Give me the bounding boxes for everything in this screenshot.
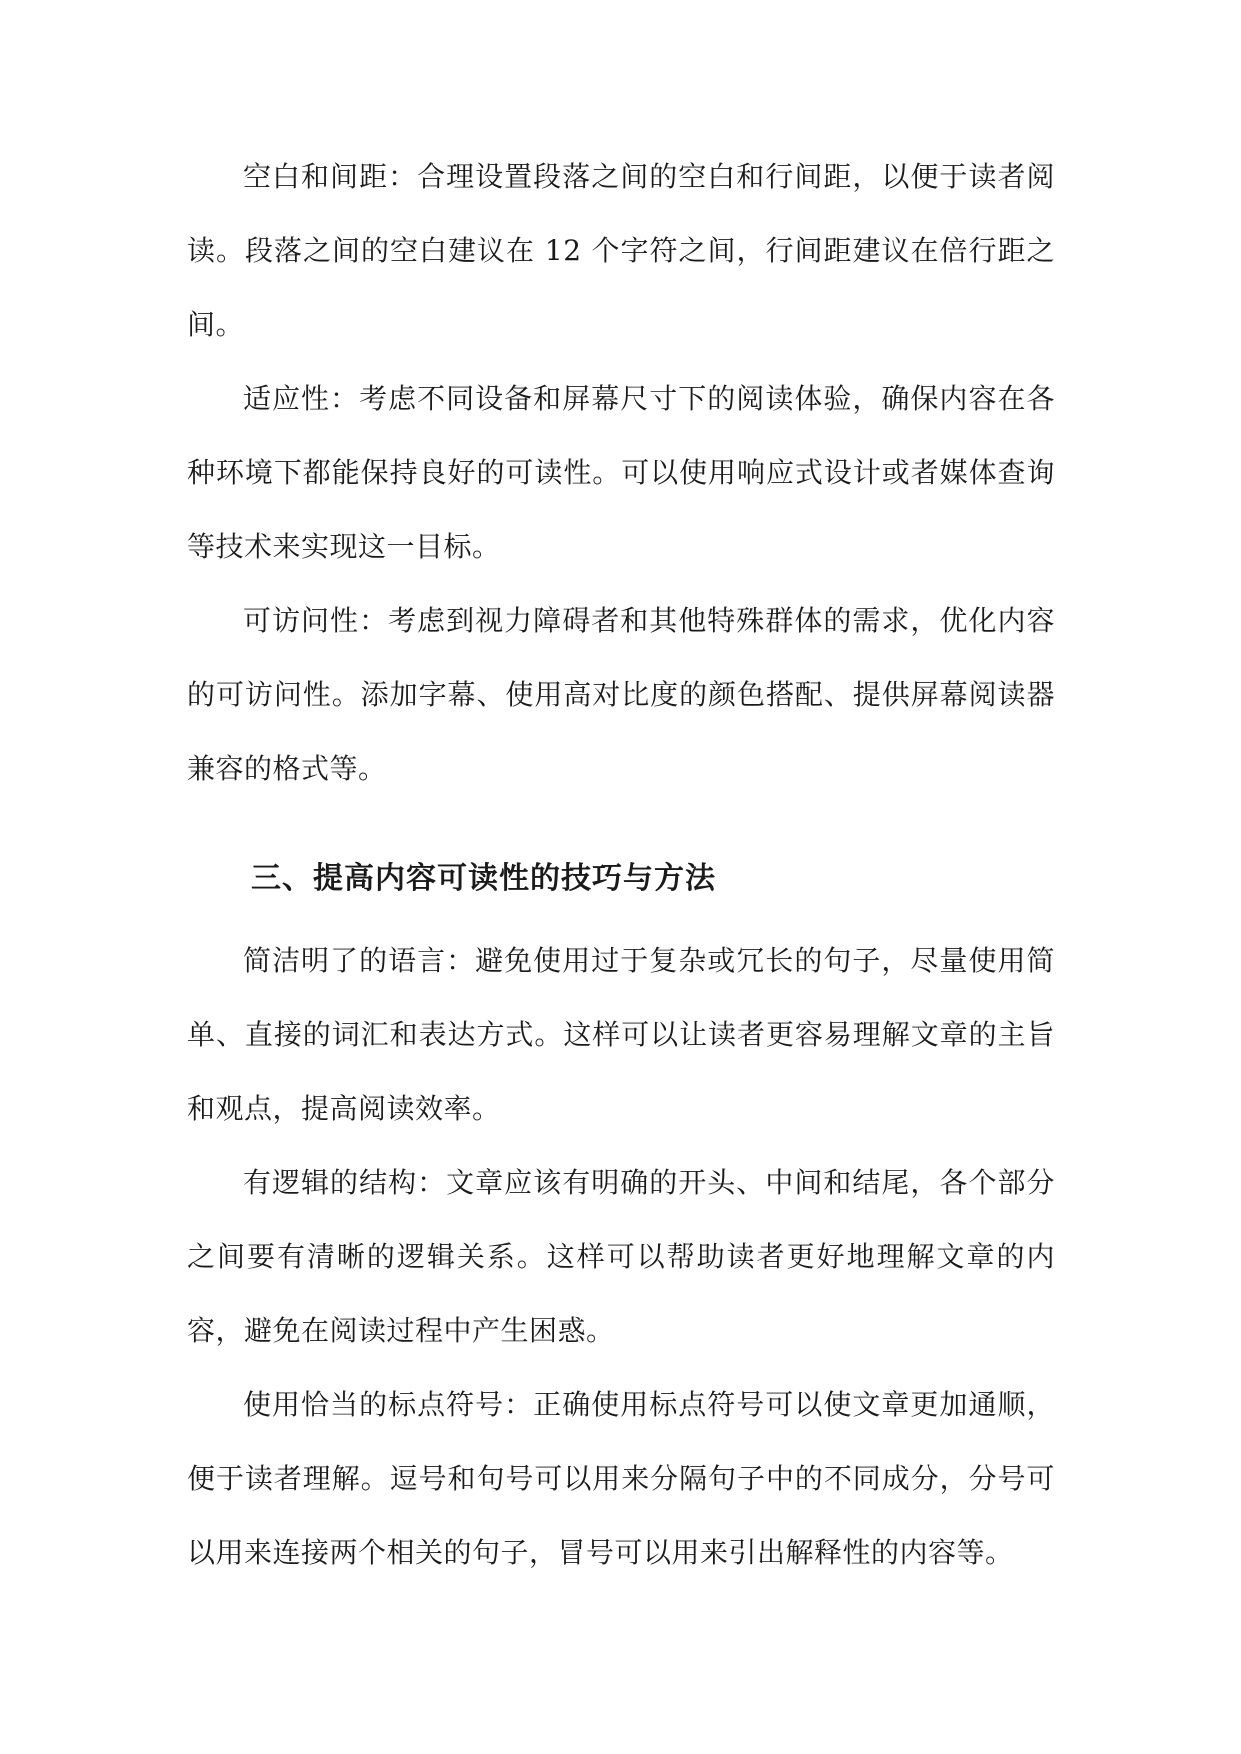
paragraph-logical-structure: 有逻辑的结构：文章应该有明确的开头、中间和结尾，各个部分之间要有清晰的逻辑关系。这样可以帮助读者更好地理解文章的内容，避免在阅读过程中产生困惑。	[187, 1166, 1055, 1347]
section-heading: 三、提高内容可读性的技巧与方法	[251, 861, 716, 896]
paragraph-whitespace-spacing: 空白和间距：合理设置段落之间的空白和行间距，以便于读者阅读。段落之间的空白建议在 12 个字符之间，行间距建议在倍行距之间。	[187, 160, 1055, 341]
paragraph-concise-language: 简洁明了的语言：避免使用过于复杂或冗长的句子，尽量使用简单、直接的词汇和表达方式。这样可以让读者更容易理解文章的主旨和观点，提高阅读效率。	[187, 944, 1055, 1125]
paragraph-accessibility: 可访问性：考虑到视力障碍者和其他特殊群体的需求，优化内容的可访问性。添加字幕、使用高对比度的颜色搭配、提供屏幕阅读器兼容的格式等。	[187, 604, 1055, 785]
document-body	[187, 140, 1055, 1590]
paragraph-punctuation: 使用恰当的标点符号：正确使用标点符号可以使文章更加通顺，便于读者理解。逗号和句号可以用来分隔句子中的不同成分，分号可以用来连接两个相关的句子，冒号可以用来引出解释性的内容等。	[187, 1388, 1055, 1569]
paragraph-adaptability: 适应性：考虑不同设备和屏幕尺寸下的阅读体验，确保内容在各种环境下都能保持良好的可读性。可以使用响应式设计或者媒体查询等技术来实现这一目标。	[187, 382, 1055, 563]
